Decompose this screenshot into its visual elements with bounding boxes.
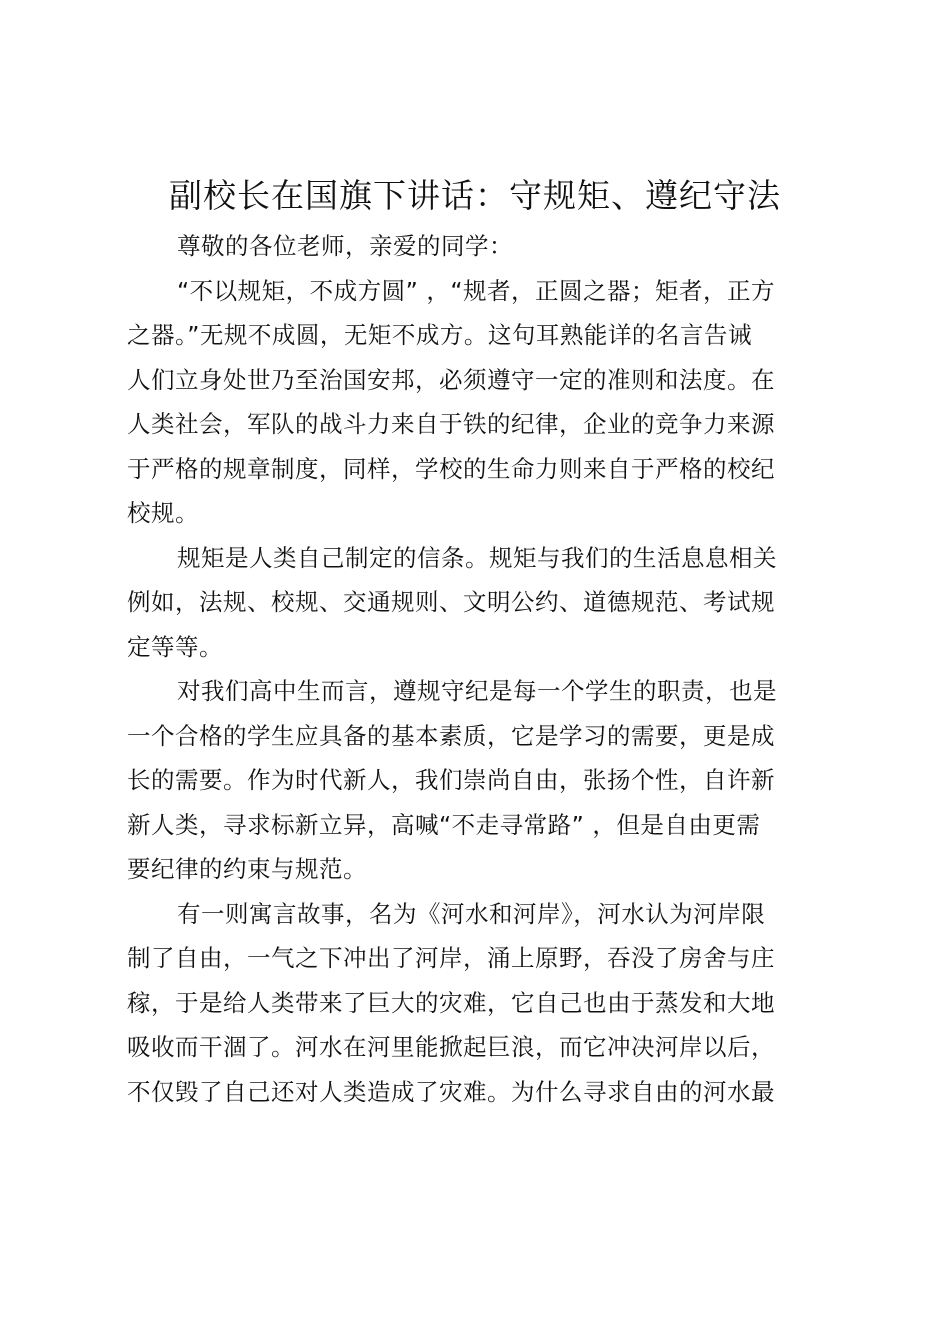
text-line: “不以规矩，不成方圆” ，“规者，正圆之器；矩者，正方 [177, 276, 775, 305]
text-line: 定等等。 [127, 632, 223, 661]
text-line: 制了自由，一气之下冲出了河岸，涌上原野，吞没了房舍与庄 [127, 944, 775, 972]
text-line: 不仅毁了自己还对人类造成了灾难。为什么寻求自由的河水最 [127, 1077, 775, 1106]
text-line: 一个合格的学生应具备的基本素质，它是学习的需要，更是成 [127, 721, 775, 750]
document-body [127, 224, 833, 1114]
text-line: 长的需要。作为时代新人，我们崇尚自由，张扬个性，自许新 [127, 766, 775, 794]
text-line: 校规。 [127, 499, 199, 527]
paragraph-rules-quote [127, 269, 833, 536]
text-line: 新人类，寻求标新立异，高喊“不走寻常路” ，但是自由更需 [127, 810, 761, 839]
text-line: 吸收而干涸了。河水在河里能掀起巨浪，而它冲决河岸以后， [127, 1033, 775, 1061]
paragraph-students-duty [127, 669, 833, 892]
text-line: 人类社会，军队的战斗力来自于铁的纪律，企业的竞争力来源 [127, 410, 775, 438]
text-line: 规矩是人类自己制定的信条。规矩与我们的生活息息相关 [177, 543, 777, 572]
text-line: 于严格的规章制度，同样，学校的生命力则来自于严格的校纪 [127, 454, 775, 483]
text-line: 尊敬的各位老师，亲爱的同学： [177, 232, 513, 260]
text-line: 人们立身处世乃至治国安邦，必须遵守一定的准则和法度。在 [127, 365, 775, 394]
paragraph-river-fable [127, 892, 833, 1115]
text-line: 要纪律的约束与规范。 [127, 855, 367, 883]
paragraph-greeting [127, 224, 833, 269]
text-line: 稼，于是给人类带来了巨大的灾难，它自己也由于蒸发和大地 [127, 988, 775, 1017]
document-title: 副校长在国旗下讲话：守规矩、遵纪守法 [169, 176, 781, 215]
paragraph-rules-examples [127, 536, 833, 670]
text-line: 之器。”无规不成圆，无矩不成方。这句耳熟能详的名言告诫 [127, 321, 752, 349]
text-line: 对我们高中生而言，遵规守纪是每一个学生的职责，也是 [177, 677, 777, 705]
text-line: 例如，法规、校规、交通规则、文明公约、道德规范、考试规 [127, 588, 775, 616]
text-line: 有一则寓言故事，名为《河水和河岸》，河水认为河岸限 [177, 899, 766, 928]
